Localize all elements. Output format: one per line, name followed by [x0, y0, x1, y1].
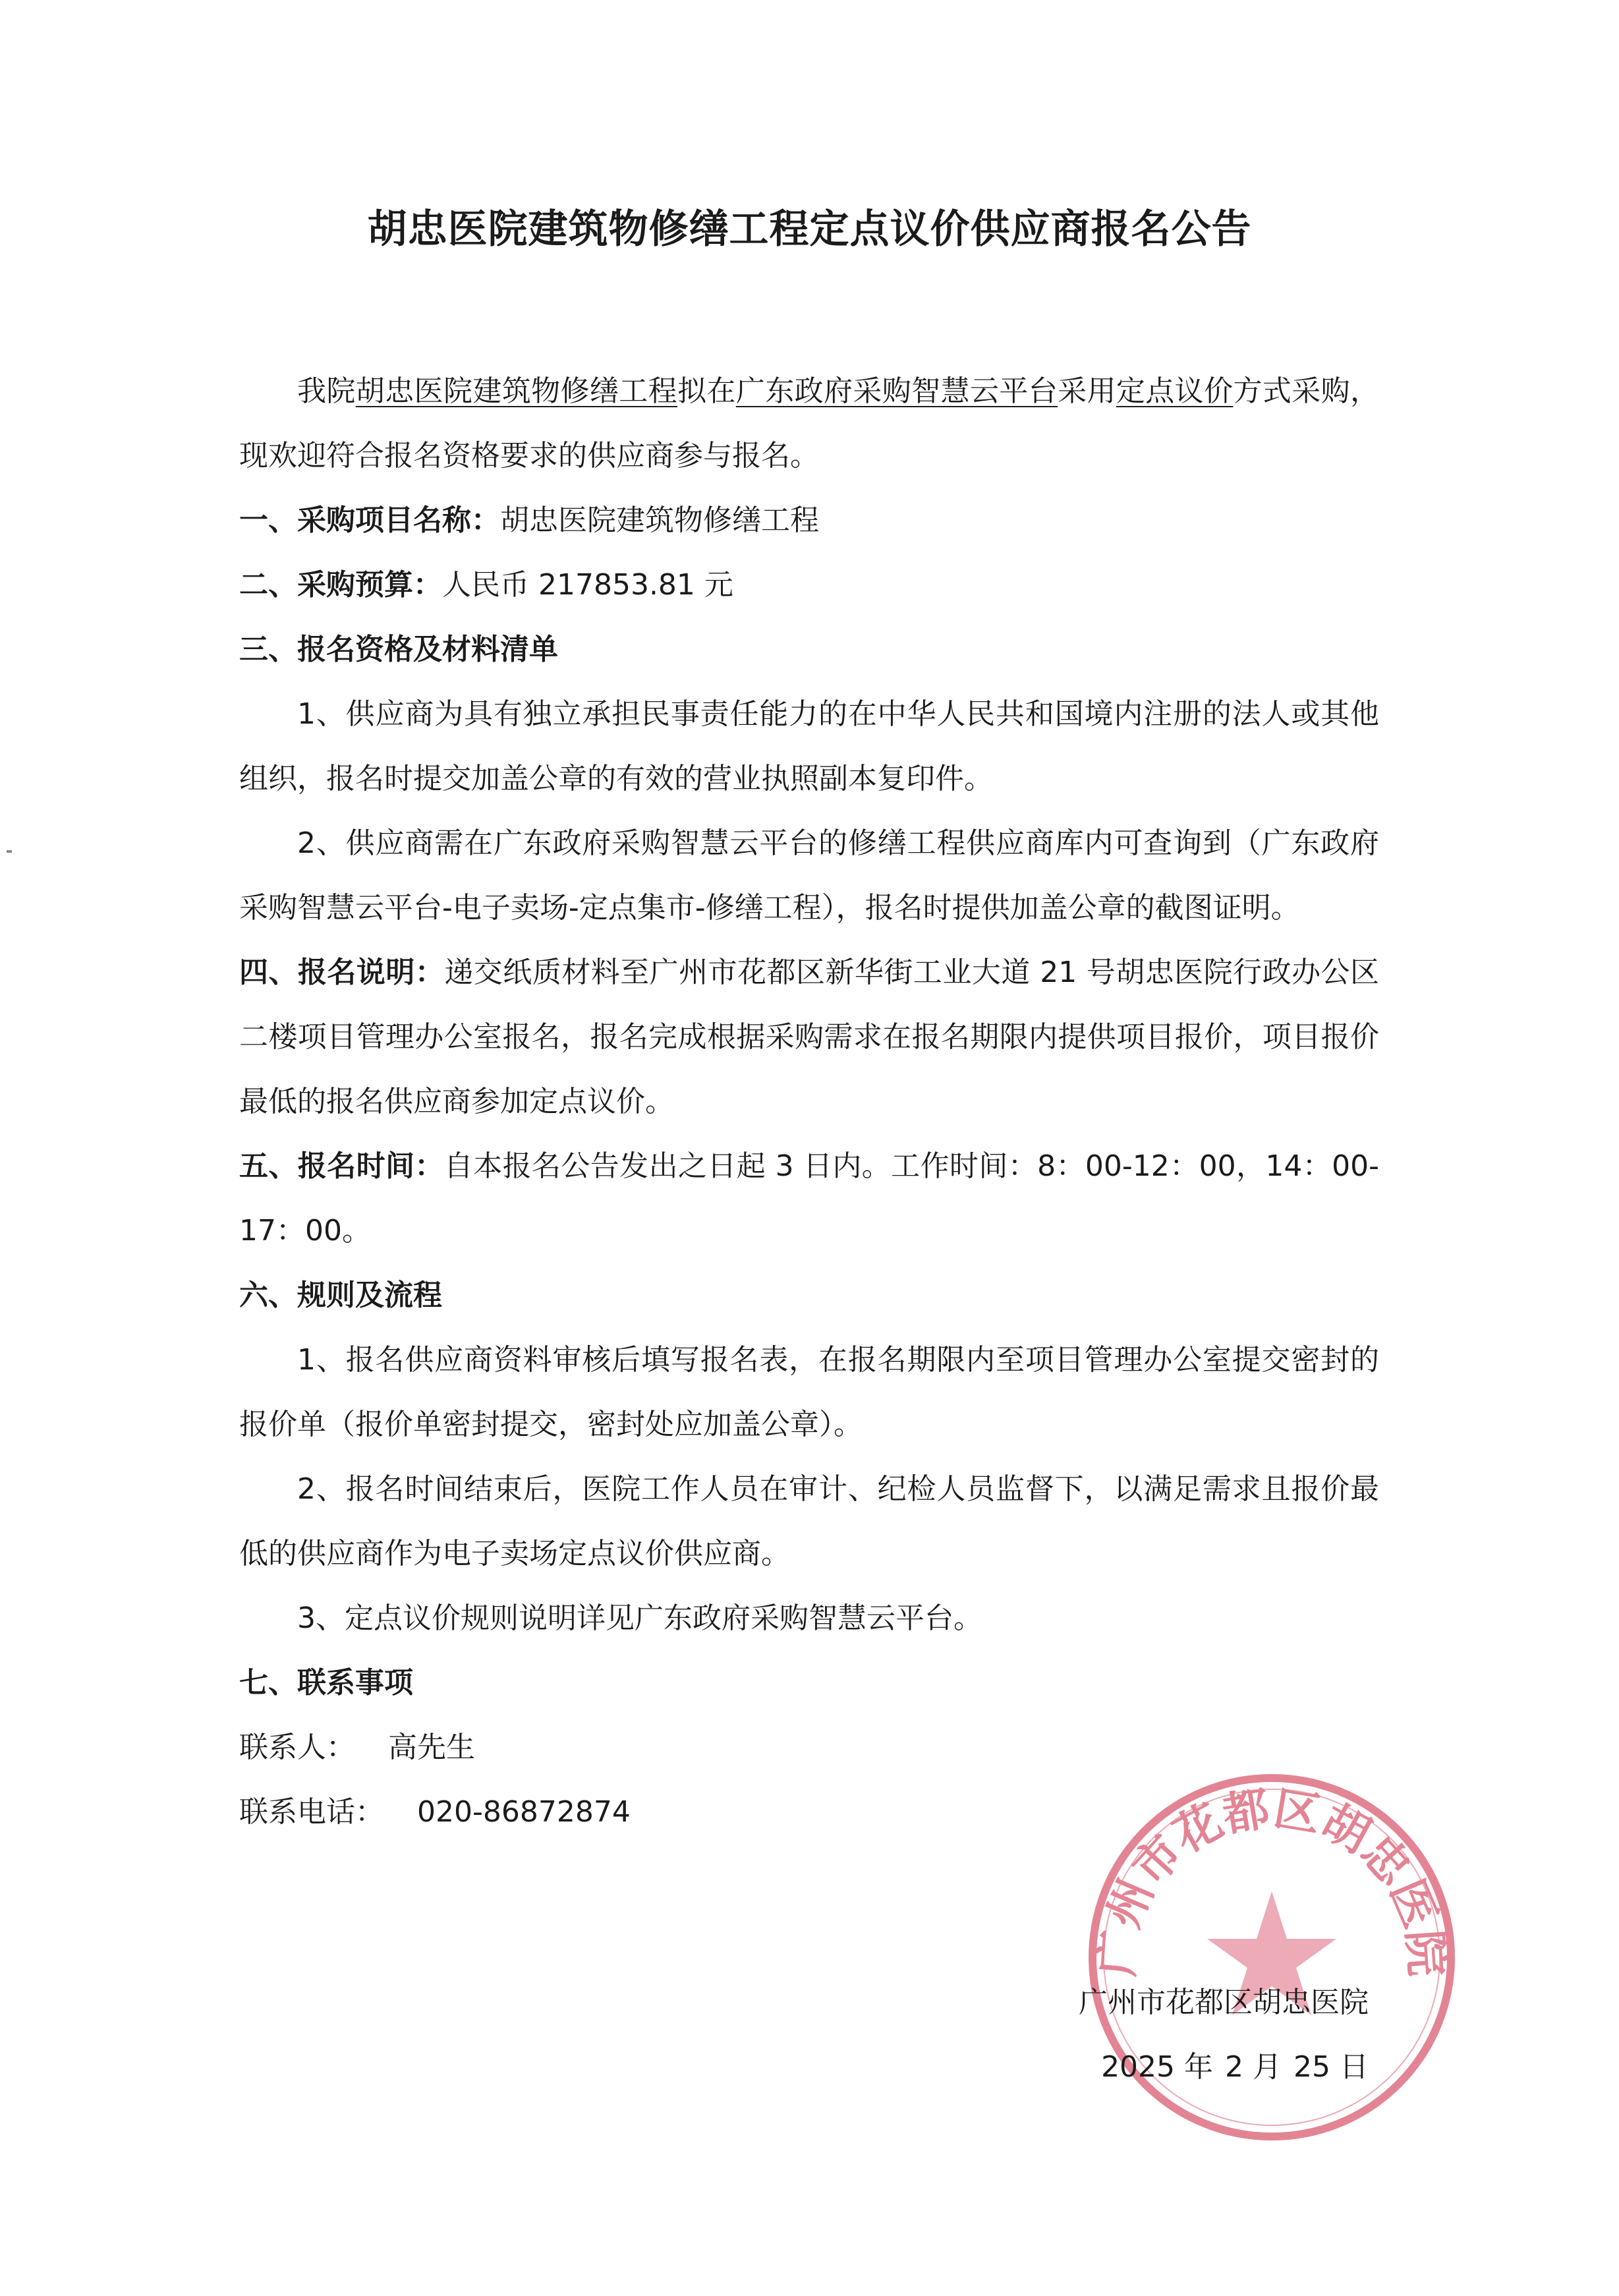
intro-platform-name: 广东政府采购智慧云平台	[735, 374, 1058, 408]
intro-text-1: 我院	[297, 374, 356, 408]
section-4-label: 四、报名说明：	[239, 956, 445, 989]
intro-method: 定点议价	[1116, 374, 1234, 408]
signature-month: 2 月	[1225, 2050, 1282, 2084]
section-5	[239, 1134, 1379, 1263]
intro-text-3: 采用	[1058, 374, 1116, 408]
contact-phone-value: 020-86872874	[417, 1795, 631, 1829]
section-5-value: 自本报名公告发出之日起 3 日内。工作时间：8：00-12：00，14：00-17：00。	[239, 1149, 1380, 1248]
section-2-label: 二、采购预算：	[239, 568, 442, 602]
section-3-heading: 三、报名资格及材料清单	[239, 633, 558, 666]
contact-phone-label: 联系电话：	[239, 1795, 384, 1829]
section-4-value: 递交纸质材料至广州市花都区新华街工业大道 21 号胡忠医院行政办公区二楼项目管理办公室报名，报名完成根据采购需求在报名期限内提供项目报价，项目报价最低的报名供应商参加定点议价。	[239, 956, 1379, 1118]
signature-year: 2025 年	[1101, 2050, 1214, 2084]
section-1-value: 胡忠医院建筑物修缮工程	[500, 503, 819, 537]
signature-organization: 广州市花都区胡忠医院	[1079, 1986, 1369, 2019]
section-6-item-2: 2、报名时间结束后，医院工作人员在审计、纪检人员监督下，以满足需求且报价最低的供应商作为电子卖场定点议价供应商。	[239, 1472, 1379, 1570]
intro-text-4: 方式采购，现欢迎符合报名资格要求的供应商参与报名。	[239, 374, 1380, 473]
intro-project-name: 胡忠医院建筑物修缮工程	[355, 374, 678, 408]
section-2-value: 人民币 217853.81 元	[442, 568, 733, 602]
section-6-item-1: 1、报名供应商资料审核后填写报名表，在报名期限内至项目管理办公室提交密封的报价单（报价单密封提交，密封处应加盖公章）。	[239, 1343, 1379, 1441]
signature-block	[1079, 1970, 1369, 2100]
section-2	[239, 553, 1379, 617]
section-3-item-2: 2、供应商需在广东政府采购智慧云平台的修缮工程供应商库内可查询到（广东政府采购智慧云平台-电子卖场-定点集市-修缮工程），报名时提供加盖公章的截图证明。	[239, 826, 1379, 925]
section-5-label: 五、报名时间：	[239, 1149, 444, 1183]
seal-text: 广州市花都区胡忠医院	[1089, 1781, 1455, 1978]
signature-date	[1079, 2035, 1369, 2100]
section-1-label: 一、采购项目名称：	[239, 503, 500, 537]
signature-day: 25 日	[1293, 2050, 1369, 2084]
contact-person-label: 联系人：	[239, 1731, 355, 1764]
intro-text-2: 拟在	[677, 374, 736, 408]
section-6-heading: 六、规则及流程	[239, 1278, 442, 1312]
section-6-item-3: 3、定点议价规则说明详见广东政府采购智慧云平台。	[297, 1601, 982, 1635]
section-1	[239, 488, 1379, 553]
section-4	[239, 940, 1379, 1134]
document-title: 胡忠医院建筑物修缮工程定点议价供应商报名公告	[367, 206, 1252, 252]
document-body	[239, 359, 1379, 1845]
scan-speck	[7, 850, 12, 853]
section-3-item-1: 1、供应商为具有独立承担民事责任能力的在中华人民共和国境内注册的法人或其他组织，报名时提交加盖公章的有效的营业执照副本复印件。	[239, 697, 1379, 795]
section-7-heading: 七、联系事项	[239, 1666, 413, 1700]
contact-person-value: 高先生	[388, 1731, 475, 1764]
intro-paragraph	[239, 359, 1379, 488]
